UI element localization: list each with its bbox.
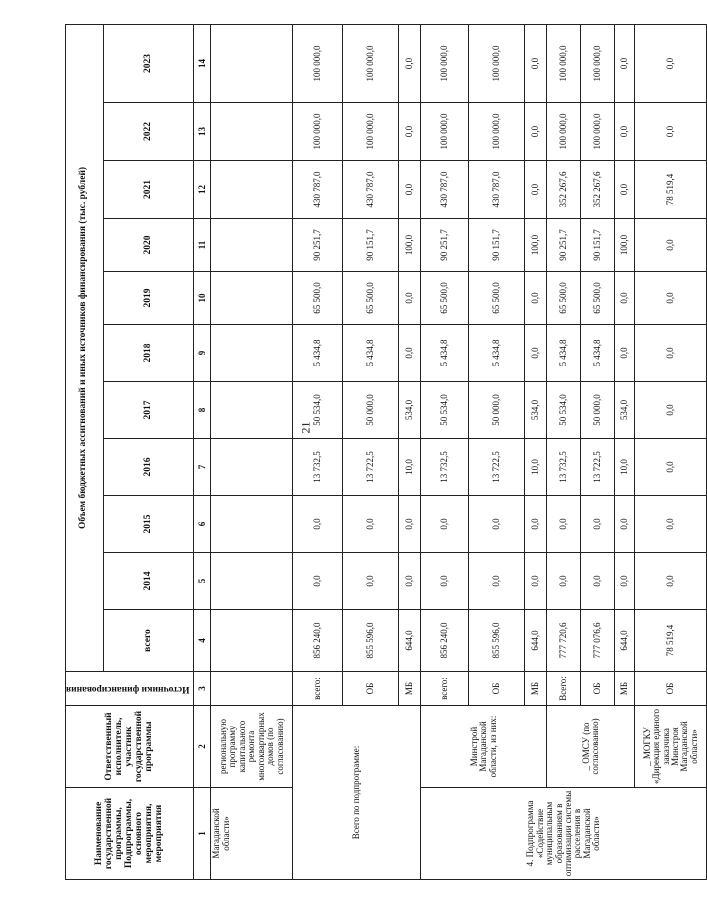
- omsu-value-2-9: 0,0: [615, 103, 635, 161]
- minstroy-value-2-4: 534,0: [525, 382, 547, 439]
- header-year-2022: 2022: [103, 103, 194, 161]
- subprogram-total-label: Всего по подпрограмме:: [293, 706, 421, 880]
- minstroy-source-0: всего:: [421, 672, 469, 706]
- minstroy-value-1-10: 100 000,0: [469, 24, 525, 102]
- mogku-value-0-3: 0,0: [635, 439, 707, 496]
- minstroy-value-2-0: 644,0: [525, 610, 547, 672]
- header-number-row: [194, 24, 211, 879]
- table-row-block1: [211, 24, 293, 879]
- minstroy-source-1: ОБ: [469, 672, 525, 706]
- mogku-value-0-6: 0,0: [635, 272, 707, 325]
- omsu-value-0-8: 352 267,6: [547, 161, 581, 219]
- omsu-value-2-4: 534,0: [615, 382, 635, 439]
- subprogram-total-value-1-9: 100 000,0: [343, 103, 399, 161]
- column-number-14: 14: [194, 24, 211, 102]
- block1-empty-2014: [211, 553, 293, 610]
- omsu-value-2-0: 644,0: [615, 610, 635, 672]
- subprogram-total-value-2-8: 0,0: [399, 161, 421, 219]
- subprogram-total-value-2-2: 0,0: [399, 496, 421, 553]
- minstroy-value-2-5: 0,0: [525, 325, 547, 382]
- minstroy-value-1-8: 430 787,0: [469, 161, 525, 219]
- column-number-1: 1: [194, 788, 211, 880]
- subprogram-total-value-0-1: 0,0: [293, 553, 343, 610]
- minstroy-value-2-3: 10,0: [525, 439, 547, 496]
- block1-empty-src: [211, 672, 293, 706]
- omsu-value-0-10: 100 000,0: [547, 24, 581, 102]
- minstroy-value-1-0: 855 596,0: [469, 610, 525, 672]
- block1-empty-2023: [211, 24, 293, 102]
- subprogram-total-value-2-5: 0,0: [399, 325, 421, 382]
- rotated-table-container: [65, 25, 699, 880]
- minstroy-value-1-1: 0,0: [469, 553, 525, 610]
- omsu-value-0-4: 50 534,0: [547, 382, 581, 439]
- omsu-value-1-3: 13 722,5: [581, 439, 615, 496]
- header-year-2023: 2023: [103, 24, 194, 102]
- subprogram-total-value-1-0: 855 596,0: [343, 610, 399, 672]
- responsible-minstroy: Минстрой Магаданской области, из них:: [421, 706, 547, 788]
- minstroy-value-0-0: 856 240,0: [421, 610, 469, 672]
- omsu-value-2-3: 10,0: [615, 439, 635, 496]
- minstroy-value-2-2: 0,0: [525, 496, 547, 553]
- omsu-value-0-3: 13 732,5: [547, 439, 581, 496]
- subprogram-total-value-1-5: 5 434,8: [343, 325, 399, 382]
- subprogram-total-value-1-4: 50 000,0: [343, 382, 399, 439]
- subprogram-total-value-0-8: 430 787,0: [293, 161, 343, 219]
- omsu-value-0-5: 5 434,8: [547, 325, 581, 382]
- omsu-value-2-1: 0,0: [615, 553, 635, 610]
- subprogram-total-value-2-0: 644,0: [399, 610, 421, 672]
- block1-empty-total: [211, 610, 293, 672]
- minstroy-value-0-9: 100 000,0: [421, 103, 469, 161]
- column-number-13: 13: [194, 103, 211, 161]
- omsu-value-1-2: 0,0: [581, 496, 615, 553]
- subprogram-total-value-1-10: 100 000,0: [343, 24, 399, 102]
- header-year-2014: 2014: [103, 553, 194, 610]
- minstroy-value-1-4: 50 000,0: [469, 382, 525, 439]
- omsu-value-1-5: 5 434,8: [581, 325, 615, 382]
- header-source-text: Источники финансирования: [66, 684, 190, 695]
- omsu-value-0-6: 65 500,0: [547, 272, 581, 325]
- mogku-value-0-10: 0,0: [635, 24, 707, 102]
- omsu-value-2-2: 0,0: [615, 496, 635, 553]
- subprogram-total-value-1-2: 0,0: [343, 496, 399, 553]
- mogku-value-0-9: 0,0: [635, 103, 707, 161]
- column-number-2: 2: [194, 706, 211, 788]
- minstroy-value-2-7: 100,0: [525, 219, 547, 272]
- omsu-value-2-8: 0,0: [615, 161, 635, 219]
- subprogram-total-source-1: ОБ: [343, 672, 399, 706]
- minstroy-value-0-6: 65 500,0: [421, 272, 469, 325]
- minstroy-value-0-2: 0,0: [421, 496, 469, 553]
- block1-empty-2018: [211, 325, 293, 382]
- block1-empty-2015: [211, 496, 293, 553]
- minstroy-value-1-3: 13 722,5: [469, 439, 525, 496]
- minstroy-value-2-1: 0,0: [525, 553, 547, 610]
- minstroy-value-2-8: 0,0: [525, 161, 547, 219]
- column-number-10: 10: [194, 272, 211, 325]
- mogku-value-0-1: 0,0: [635, 553, 707, 610]
- omsu-value-2-7: 100,0: [615, 219, 635, 272]
- subprogram-total-value-2-4: 534,0: [399, 382, 421, 439]
- omsu-value-1-8: 352 267,6: [581, 161, 615, 219]
- column-number-11: 11: [194, 219, 211, 272]
- minstroy-value-2-10: 0,0: [525, 24, 547, 102]
- omsu-source-0: Всего:: [547, 672, 581, 706]
- page-number-text: 21: [298, 421, 313, 434]
- column-number-3: 3: [194, 672, 211, 706]
- minstroy-value-0-8: 430 787,0: [421, 161, 469, 219]
- omsu-value-0-0: 777 720,6: [547, 610, 581, 672]
- block1-responsible: региональную программу капитального ремонта многоквартирных домов (по согласованию): [211, 706, 293, 788]
- subprogram-total-value-0-0: 856 240,0: [293, 610, 343, 672]
- subprogram-total-value-0-3: 13 732,5: [293, 439, 343, 496]
- minstroy-value-0-5: 5 434,8: [421, 325, 469, 382]
- minstroy-source-2: МБ: [525, 672, 547, 706]
- subprogram-total-value-0-4: 50 534,0: [293, 382, 343, 439]
- omsu-source-2: МБ: [615, 672, 635, 706]
- subprogram-total-value-0-9: 100 000,0: [293, 103, 343, 161]
- omsu-value-1-6: 65 500,0: [581, 272, 615, 325]
- table-row: [635, 24, 707, 879]
- mogku-value-0-2: 0,0: [635, 496, 707, 553]
- omsu-value-2-6: 0,0: [615, 272, 635, 325]
- header-year-2020: 2020: [103, 219, 194, 272]
- table-row: [547, 24, 581, 879]
- financing-table: [65, 24, 707, 880]
- mogku-value-0-0: 78 519,4: [635, 610, 707, 672]
- subprogram-total-value-2-1: 0,0: [399, 553, 421, 610]
- minstroy-value-0-7: 90 251,7: [421, 219, 469, 272]
- subprogram-total-value-2-10: 0,0: [399, 24, 421, 102]
- subprogram-total-value-1-8: 430 787,0: [343, 161, 399, 219]
- mogku-value-0-8: 78 519,4: [635, 161, 707, 219]
- responsible-omsu: _ ОМСУ (по согласованию): [547, 706, 635, 788]
- omsu-value-1-9: 100 000,0: [581, 103, 615, 161]
- omsu-value-0-9: 100 000,0: [547, 103, 581, 161]
- subprogram-total-source-2: МБ: [399, 672, 421, 706]
- omsu-value-2-5: 0,0: [615, 325, 635, 382]
- minstroy-value-0-10: 100 000,0: [421, 24, 469, 102]
- minstroy-value-1-2: 0,0: [469, 496, 525, 553]
- minstroy-value-1-6: 65 500,0: [469, 272, 525, 325]
- omsu-value-1-7: 90 151,7: [581, 219, 615, 272]
- block1-empty-2020: [211, 219, 293, 272]
- minstroy-value-0-4: 50 534,0: [421, 382, 469, 439]
- subprogram-total-value-0-5: 5 434,8: [293, 325, 343, 382]
- header-funding-group: Объем бюджетных ассигнований и иных источников финансирования (тыс. рублей): [66, 24, 104, 671]
- block1-empty-2022: [211, 103, 293, 161]
- block1-empty-2021: [211, 161, 293, 219]
- header-year-2018: 2018: [103, 325, 194, 382]
- responsible-mogku: _ МОГКУ «Дирекция единого заказчика Минстроя Магаданской области»: [635, 706, 707, 788]
- header-year-2019: 2019: [103, 272, 194, 325]
- mogku-value-0-7: 0,0: [635, 219, 707, 272]
- block1-empty-2017: [211, 382, 293, 439]
- omsu-value-0-7: 90 251,7: [547, 219, 581, 272]
- column-number-12: 12: [194, 161, 211, 219]
- omsu-source-1: ОБ: [581, 672, 615, 706]
- mogku-value-0-5: 0,0: [635, 325, 707, 382]
- omsu-value-0-2: 0,0: [547, 496, 581, 553]
- column-number-7: 7: [194, 439, 211, 496]
- header-program-name: Наименование государственной программы, Подпрограммы, основного мероприятия, мероприятия: [66, 788, 194, 880]
- column-number-5: 5: [194, 553, 211, 610]
- header-responsible: Ответственный исполнитель, участник государственной программы: [66, 706, 194, 788]
- column-number-8: 8: [194, 382, 211, 439]
- subprogram-total-value-2-6: 0,0: [399, 272, 421, 325]
- minstroy-value-2-6: 0,0: [525, 272, 547, 325]
- table-row: [421, 24, 469, 879]
- header-source: [66, 672, 194, 706]
- block1-name: Магаданской области»: [211, 788, 293, 880]
- subprogram-total-value-1-3: 13 722,5: [343, 439, 399, 496]
- subprogram-4-name: 4. Подпрограмма «Содействие муниципальным образованиям в оптимизации системы расселения в Магаданской области»: [421, 788, 707, 880]
- omsu-value-1-4: 50 000,0: [581, 382, 615, 439]
- column-number-4: 4: [194, 610, 211, 672]
- block1-empty-2016: [211, 439, 293, 496]
- omsu-value-1-0: 777 076,6: [581, 610, 615, 672]
- subprogram-total-value-0-6: 65 500,0: [293, 272, 343, 325]
- table-row: [293, 24, 343, 879]
- omsu-value-1-1: 0,0: [581, 553, 615, 610]
- subprogram-total-value-1-1: 0,0: [343, 553, 399, 610]
- minstroy-value-1-9: 100 000,0: [469, 103, 525, 161]
- block1-empty-2019: [211, 272, 293, 325]
- omsu-value-0-1: 0,0: [547, 553, 581, 610]
- subprogram-total-value-1-6: 65 500,0: [343, 272, 399, 325]
- omsu-value-2-10: 0,0: [615, 24, 635, 102]
- column-number-6: 6: [194, 496, 211, 553]
- minstroy-value-0-3: 13 732,5: [421, 439, 469, 496]
- subprogram-total-value-0-2: 0,0: [293, 496, 343, 553]
- header-year-2016: 2016: [103, 439, 194, 496]
- header-year-2015: 2015: [103, 496, 194, 553]
- omsu-value-1-10: 100 000,0: [581, 24, 615, 102]
- mogku-source-0: ОБ: [635, 672, 707, 706]
- subprogram-total-value-0-10: 100 000,0: [293, 24, 343, 102]
- mogku-value-0-4: 0,0: [635, 382, 707, 439]
- minstroy-value-1-5: 5 434,8: [469, 325, 525, 382]
- subprogram-total-value-2-7: 100,0: [399, 219, 421, 272]
- subprogram-total-source-0: всего:: [293, 672, 343, 706]
- minstroy-value-0-1: 0,0: [421, 553, 469, 610]
- header-year-2017: 2017: [103, 382, 194, 439]
- minstroy-value-1-7: 90 151,7: [469, 219, 525, 272]
- subprogram-total-value-2-3: 10,0: [399, 439, 421, 496]
- header-total: всего: [103, 610, 194, 672]
- subprogram-total-value-1-7: 90 151,7: [343, 219, 399, 272]
- column-number-9: 9: [194, 325, 211, 382]
- subprogram-total-value-2-9: 0,0: [399, 103, 421, 161]
- minstroy-value-2-9: 0,0: [525, 103, 547, 161]
- subprogram-total-value-0-7: 90 251,7: [293, 219, 343, 272]
- header-year-2021: 2021: [103, 161, 194, 219]
- table-body: [211, 24, 707, 879]
